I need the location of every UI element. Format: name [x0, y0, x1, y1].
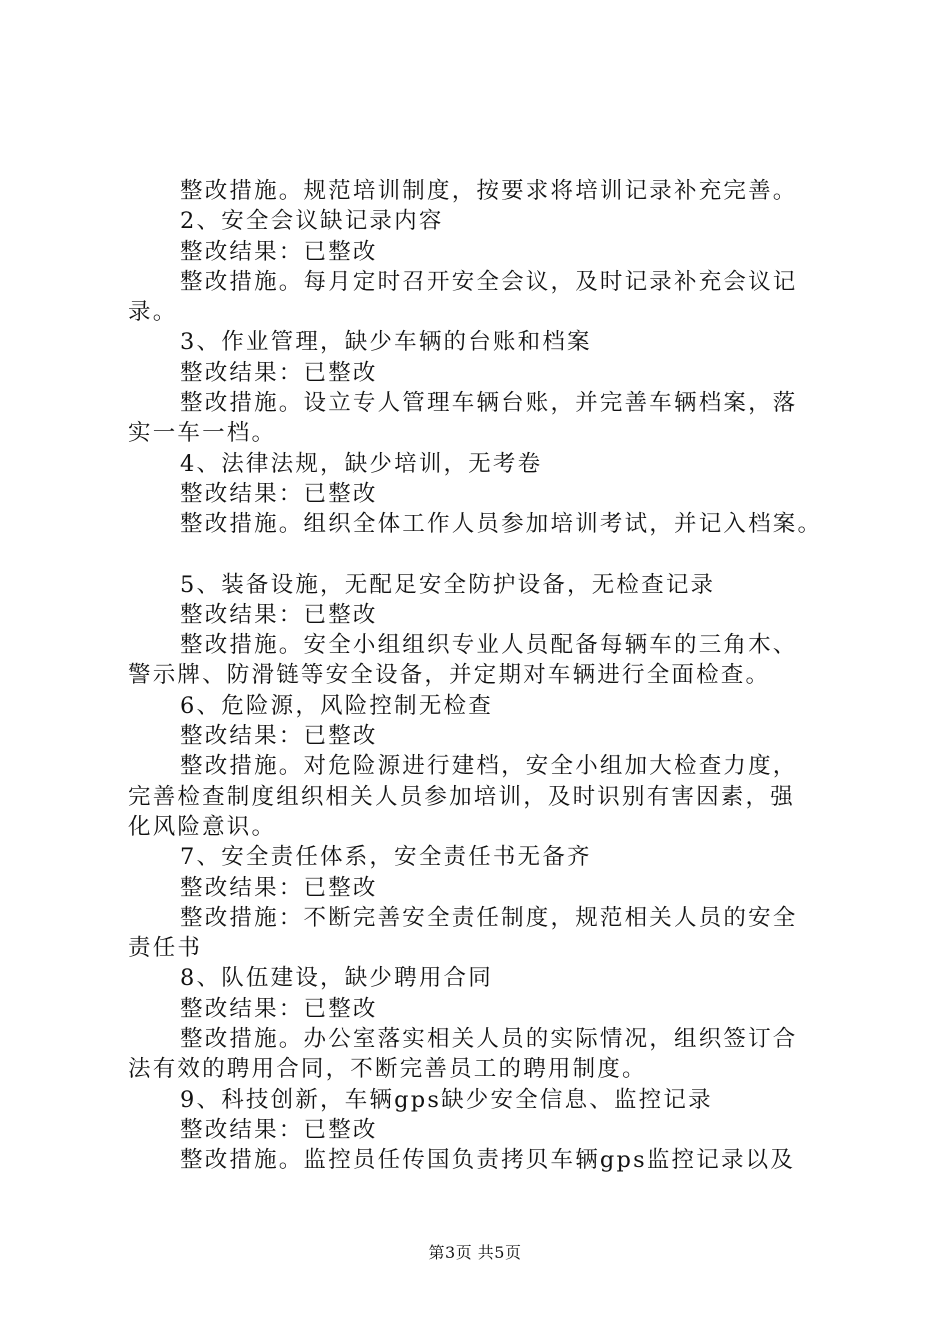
paragraph-line: 整改措施。每月定时召开安全会议，及时记录补充会议记 — [180, 268, 798, 295]
paragraph-line: 整改措施。设立专人管理车辆台账，并完善车辆档案，落 — [180, 390, 798, 417]
result-line: 整改结果：已整改 — [180, 723, 378, 750]
result-line: 整改结果：已整改 — [180, 1116, 378, 1143]
section-heading: 2、安全会议缺记录内容 — [180, 208, 444, 235]
section-heading: 4、法律法规，缺少培训，无考卷 — [180, 450, 543, 477]
paragraph-line: 化风险意识。 — [128, 813, 277, 840]
paragraph-line: 整改措施。对危险源进行建档，安全小组加大检查力度， — [180, 753, 798, 780]
paragraph-line: 整改措施。规范培训制度，按要求将培训记录补充完善。 — [180, 178, 798, 204]
section-heading: 3、作业管理，缺少车辆的台账和档案 — [180, 329, 592, 356]
section-heading: 9、科技创新，车辆gps缺少安全信息、监控记录 — [180, 1086, 713, 1113]
paragraph-line: 录。 — [128, 299, 178, 326]
blank-line — [128, 540, 838, 570]
paragraph-line: 警示牌、防滑链等安全设备，并定期对车辆进行全面检查。 — [128, 662, 771, 689]
result-line: 整改结果：已整改 — [180, 480, 378, 507]
section-heading: 7、安全责任体系，安全责任书无备齐 — [180, 844, 592, 871]
paragraph-line: 整改措施。组织全体工作人员参加培训考试，并记入档案。 — [180, 511, 823, 538]
page-footer — [0, 1242, 950, 1264]
section-heading: 5、装备设施，无配足安全防护设备，无检查记录 — [180, 571, 716, 598]
section-heading: 6、危险源，风险控制无检查 — [180, 692, 493, 719]
paragraph-line: 整改措施。监控员任传国负责拷贝车辆gps监控记录以及 — [180, 1147, 796, 1174]
paragraph-line: 实一车一档。 — [128, 420, 277, 447]
paragraph-line: 整改措施。办公室落实相关人员的实际情况，组织签订合 — [180, 1026, 798, 1053]
paragraph-line: 整改措施。安全小组组织专业人员配备每辆车的三角木、 — [180, 632, 798, 659]
result-line: 整改结果：已整改 — [180, 874, 378, 901]
paragraph-line: 责任书 — [128, 935, 203, 962]
paragraph-line: 完善检查制度组织相关人员参加培训，及时识别有害因素，强 — [128, 783, 795, 810]
section-heading: 8、队伍建设，缺少聘用合同 — [180, 965, 493, 992]
result-line: 整改结果：已整改 — [180, 238, 378, 265]
paragraph-line: 法有效的聘用合同，不断完善员工的聘用制度。 — [128, 1056, 647, 1083]
result-line: 整改结果：已整改 — [180, 995, 378, 1022]
document-body — [128, 176, 838, 1176]
paragraph-line: 整改措施：不断完善安全责任制度，规范相关人员的安全 — [180, 904, 798, 931]
result-line: 整改结果：已整改 — [180, 359, 378, 386]
page-number-label: 第3页 共5页 — [428, 1243, 522, 1262]
result-line: 整改结果：已整改 — [180, 601, 378, 628]
